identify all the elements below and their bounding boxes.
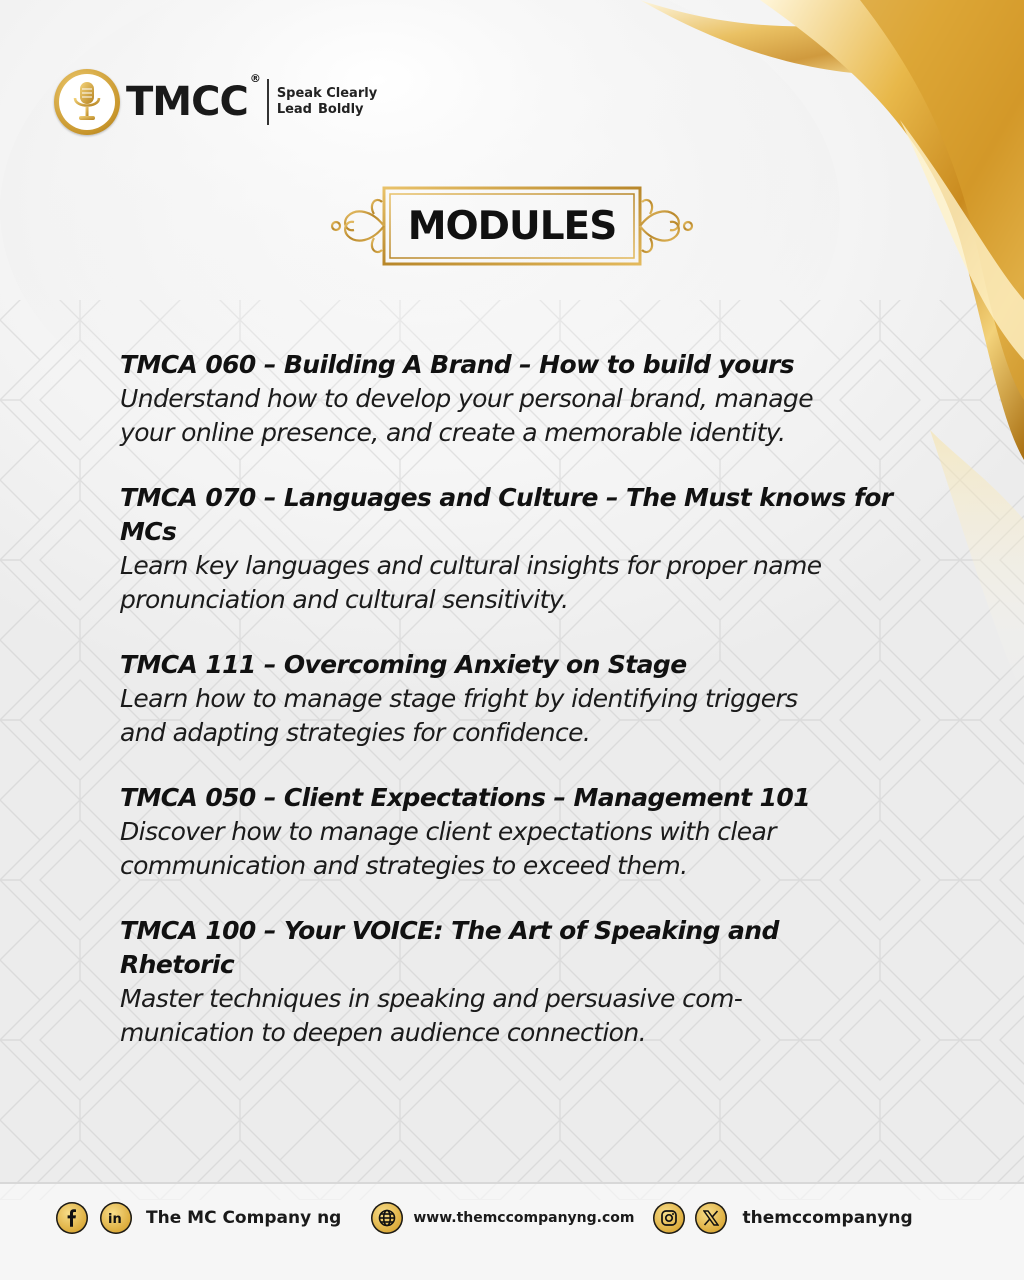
- module-heading: [120, 914, 920, 982]
- module-title: – Overcoming Anxiety on Stage: [255, 650, 687, 679]
- brand-tagline: [277, 86, 377, 118]
- logo-divider: [267, 79, 269, 125]
- module-item: [120, 348, 920, 450]
- website-link[interactable]: www.themccompanyng.com: [413, 1210, 635, 1226]
- module-description: Understand how to develop your personal brand, manage your online presence, and create a memorable identity.: [120, 384, 813, 447]
- module-code: TMCA 111: [120, 650, 256, 679]
- brand-name: TMCC: [126, 79, 248, 125]
- logo-badge: [54, 69, 120, 135]
- x-icon[interactable]: [695, 1202, 727, 1234]
- module-title: – Client Expectations – Management 101: [255, 783, 811, 812]
- company-name: The MC Company ng: [146, 1208, 342, 1228]
- social-handle: themccompanyng: [742, 1208, 913, 1228]
- module-heading: [120, 781, 920, 815]
- instagram-icon[interactable]: [653, 1202, 685, 1234]
- module-title: – Your VOICE: The Art of Speaking and Rhetoric: [120, 916, 779, 979]
- brand-logo: [54, 62, 377, 142]
- module-description: Learn key languages and cultural insights for proper name pronunciation and cultural sensitivity.: [120, 551, 822, 614]
- modules-banner: [326, 186, 698, 268]
- module-item: [120, 648, 920, 750]
- module-title: – Building A Brand – How to build yours: [255, 350, 795, 379]
- module-description: Learn how to manage stage fright by identifying triggers and adapting strategies for confidence.: [120, 684, 798, 747]
- module-item: [120, 481, 920, 617]
- module-description: Discover how to manage client expectations with clear communication and strategies to exceed them.: [120, 817, 776, 880]
- globe-icon[interactable]: [371, 1202, 403, 1234]
- module-description: Master techniques in speaking and persuasive com- munication to deepen audience connection.: [120, 984, 743, 1047]
- tagline-line-2b: Boldly: [318, 102, 364, 117]
- page-title: MODULES: [407, 204, 617, 249]
- tagline-line-2a: Lead: [276, 102, 312, 117]
- module-code: TMCA 070: [120, 483, 256, 512]
- module-list: [120, 348, 920, 1081]
- module-title: – Languages and Culture – The Must knows for MCs: [120, 483, 893, 546]
- module-code: TMCA 050: [120, 783, 256, 812]
- registered-mark: ®: [249, 72, 261, 85]
- module-heading: [120, 648, 920, 682]
- svg-text:in: in: [108, 1212, 122, 1226]
- facebook-icon[interactable]: [56, 1202, 88, 1234]
- module-item: [120, 914, 920, 1050]
- module-code: TMCA 100: [120, 916, 256, 945]
- module-heading: [120, 348, 920, 382]
- microphone-icon: [69, 80, 105, 124]
- module-item: [120, 781, 920, 883]
- linkedin-icon[interactable]: [100, 1202, 132, 1234]
- module-code: TMCA 060: [120, 350, 256, 379]
- module-heading: [120, 481, 920, 549]
- footer-contacts: [56, 1200, 984, 1236]
- footer: [0, 1182, 1024, 1282]
- tagline-line-1: Speak Clearly: [276, 86, 378, 101]
